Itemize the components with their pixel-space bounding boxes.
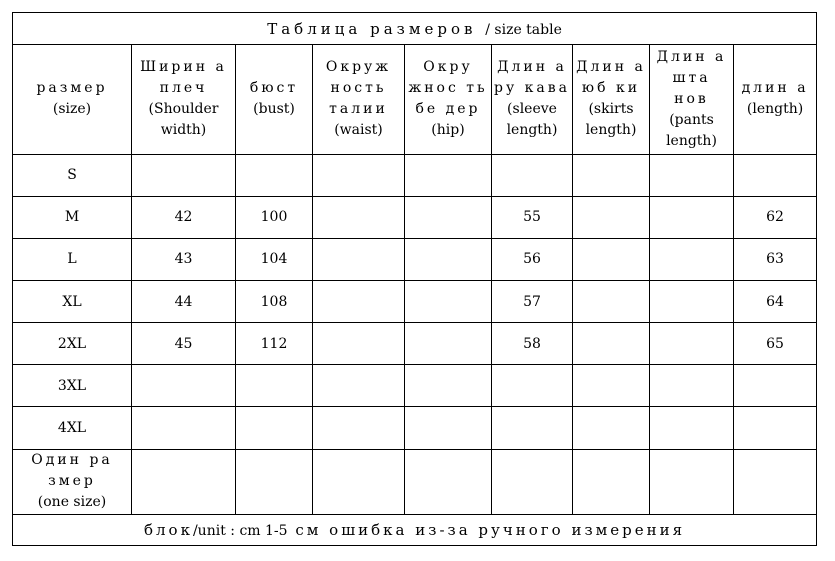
shoulder-cell (132, 407, 236, 449)
size-cell: S (13, 154, 132, 196)
hip-cell (405, 154, 492, 196)
hip-cell (405, 449, 492, 514)
sleeve-cell (492, 365, 573, 407)
hip-cell (405, 280, 492, 322)
footer-unit-ru: блок (144, 520, 193, 539)
footer-unit-en: /unit : cm 1-5 (192, 522, 288, 539)
shoulder-cell (132, 365, 236, 407)
shoulder-cell: 42 (132, 196, 236, 238)
pants-cell (650, 323, 734, 365)
waist-cell (313, 238, 405, 280)
header-waist: Окруж ность талии (waist) (313, 45, 405, 154)
table-row (13, 280, 817, 322)
pants-cell (650, 280, 734, 322)
skirt-cell (573, 280, 650, 322)
shoulder-cell: 45 (132, 323, 236, 365)
length-cell (734, 407, 817, 449)
table-row (13, 154, 817, 196)
size-cell: L (13, 238, 132, 280)
sleeve-cell: 55 (492, 196, 573, 238)
shoulder-cell: 43 (132, 238, 236, 280)
pants-cell (650, 365, 734, 407)
waist-cell (313, 407, 405, 449)
skirt-cell (573, 238, 650, 280)
table-row (13, 196, 817, 238)
size-cell: 4XL (13, 407, 132, 449)
footer-note-ru: см ошибка из-за ручного измерения (295, 520, 686, 539)
header-sleeve: Длин а ру кава (sleeve length) (492, 45, 573, 154)
shoulder-cell: 44 (132, 280, 236, 322)
header-hip: Окру жнос ть бе дер (hip) (405, 45, 492, 154)
bust-cell: 100 (236, 196, 313, 238)
shoulder-cell (132, 449, 236, 514)
shoulder-cell (132, 154, 236, 196)
sleeve-cell (492, 449, 573, 514)
bust-cell (236, 154, 313, 196)
bust-cell (236, 365, 313, 407)
sleeve-cell (492, 407, 573, 449)
header-size: размер (size) (13, 45, 132, 154)
table-row (13, 238, 817, 280)
waist-cell (313, 280, 405, 322)
waist-cell (313, 365, 405, 407)
size-cell: XL (13, 280, 132, 322)
size-cell: 2XL (13, 323, 132, 365)
pants-cell (650, 238, 734, 280)
header-skirt: Длин а юб ки (skirts length) (573, 45, 650, 154)
bust-cell: 112 (236, 323, 313, 365)
table-row-one-size (13, 449, 817, 514)
skirt-cell (573, 154, 650, 196)
table-row (13, 365, 817, 407)
hip-cell (405, 238, 492, 280)
size-cell: 3XL (13, 365, 132, 407)
skirt-cell (573, 196, 650, 238)
title-row (13, 13, 817, 45)
table-row (13, 407, 817, 449)
waist-cell (313, 449, 405, 514)
length-cell: 63 (734, 238, 817, 280)
header-row (13, 45, 817, 154)
table-row (13, 323, 817, 365)
waist-cell (313, 196, 405, 238)
hip-cell (405, 365, 492, 407)
hip-cell (405, 323, 492, 365)
bust-cell (236, 407, 313, 449)
hip-cell (405, 407, 492, 449)
sleeve-cell: 56 (492, 238, 573, 280)
header-shoulder: Ширин а плеч (Shoulder width) (132, 45, 236, 154)
skirt-cell (573, 323, 650, 365)
footer-row (13, 514, 817, 545)
waist-cell (313, 154, 405, 196)
skirt-cell (573, 407, 650, 449)
pants-cell (650, 154, 734, 196)
pants-cell (650, 196, 734, 238)
length-cell: 65 (734, 323, 817, 365)
size-cell: M (13, 196, 132, 238)
bust-cell: 108 (236, 280, 313, 322)
skirt-cell (573, 365, 650, 407)
table-title (13, 13, 817, 45)
pants-cell (650, 407, 734, 449)
skirt-cell (573, 449, 650, 514)
length-cell: 64 (734, 280, 817, 322)
sleeve-cell: 58 (492, 323, 573, 365)
size-table-container (12, 12, 816, 546)
pants-cell (650, 449, 734, 514)
size-table (12, 12, 817, 546)
bust-cell: 104 (236, 238, 313, 280)
table-footer-note (13, 514, 817, 545)
header-pants: Длин а шта нов (pants length) (650, 45, 734, 154)
sleeve-cell (492, 154, 573, 196)
table-title-en: / size table (485, 21, 562, 38)
length-cell (734, 154, 817, 196)
length-cell (734, 365, 817, 407)
header-bust: бюст (bust) (236, 45, 313, 154)
length-cell: 62 (734, 196, 817, 238)
header-length: длин а (length) (734, 45, 817, 154)
table-title-ru: Таблица размеров (267, 19, 477, 38)
sleeve-cell: 57 (492, 280, 573, 322)
length-cell (734, 449, 817, 514)
one-size-label: Один ра змер (one size) (13, 449, 132, 514)
waist-cell (313, 323, 405, 365)
bust-cell (236, 449, 313, 514)
hip-cell (405, 196, 492, 238)
